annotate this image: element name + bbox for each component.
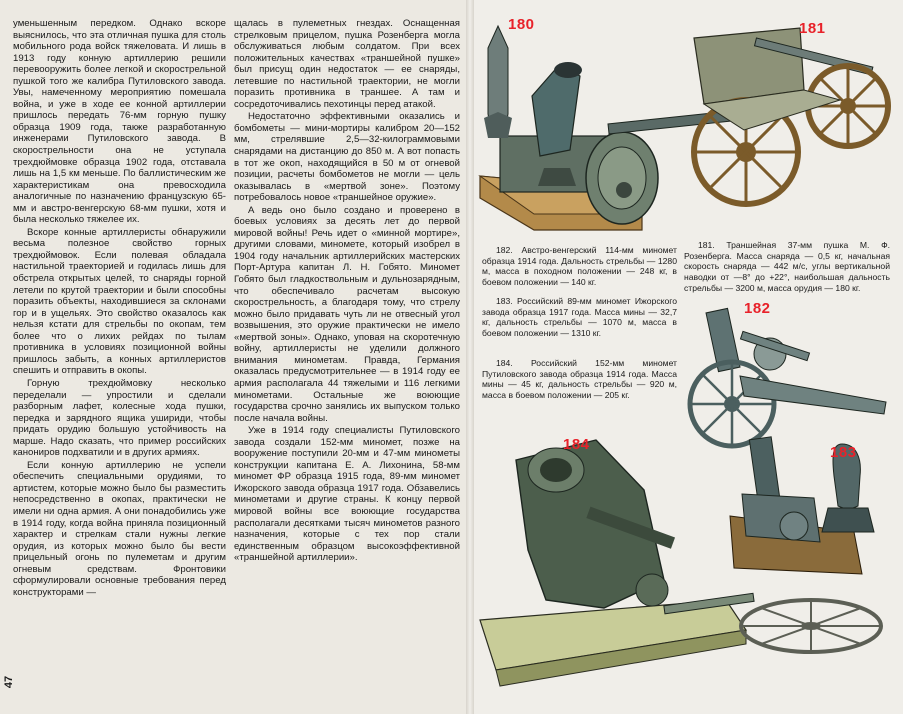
text-column-2: [234, 18, 460, 565]
paragraph: Недостаточно эффективными оказались и бомбометы — мини-мортиры калибром 20—152 мм, стрелявшие 2,5—32-килограммовыми снарядами на дистанцию до 850 м. А вот попасть в тот же окоп, находящийся в 50 м от огневой позиции, расчеты бомбометов не могли — цель оказывалась в «мертвой зоне». Поэтому потребовалось новое «траншейное оружие».: [234, 111, 460, 204]
figure-number-182: 182: [744, 300, 771, 317]
gun-181-illustration: [604, 20, 894, 230]
caption-text: 183. Российский 89-мм миномет Ижорского завода образца 1917 года. Масса мины — 32,7 кг, дальность стрельбы — 1070 м, масса в боевом положении — 1310 кг.: [482, 296, 677, 339]
caption-181: [684, 240, 890, 294]
paragraph: Если конную артиллерию не успели обеспечить специальными орудиями, то артистем, которые можно было бы разместить непосредственно в окопах, практически не имели ни одна армия. А они понадобились уже в 1914 году, когда война приняла позиционный характер и стрелкам стали нужны легкие орудия, из которых можно было бы вести прицельный огонь по пулеметам и другим огневым средствам. Фронтовики сформулировали основные требования перед конструкторами —: [13, 459, 226, 598]
wheel-illustration: [736, 596, 886, 656]
page-gutter: [466, 0, 474, 714]
paragraph: Вскоре конные артиллеристы обнаружили весьма полезное свойство горных трехдюймовок. Если полевая обладала настильной траекторией и годилась лишь для обстрела открытых целей, то снаряды горной летели по крутой траектории и были способны поразить объекты, находившиеся за склонами гор и в ущельях. Это свойство оказалось как нельзя кстати для стрельбы по окопам, тем более что о лихих рейдах по тылам противника в условиях позиционной войны пришлось забыть, а конных артиллеристов спешить и отправить в окопы.: [13, 226, 226, 377]
caption-text: 184. Российский 152-мм миномет Путиловского завода образца 1914 года. Масса мины — 45 кг, дальность стрельбы — 920 м, масса в боевом положении — 205 кг.: [482, 358, 677, 401]
paragraph: Горную трехдюймовку несколько переделали — упростили и сделали разборным лафет, колесные хода пушки, передка и зарядного ящика ушириди, чтобы придать орудию большую устойчивость на марше. Надо сказать, что пример российских канониров подхватили и в других армиях.: [13, 377, 226, 459]
caption-183: [482, 296, 677, 339]
paragraph: А ведь оно было создано и проверено в боевых условиях за десять лет до первой мировой войны! Речь идет о «минной мортире», другими словами, миномете, который изобрел в 1904 году начальник артиллерийских мастерских Порт-Артура капитан Л. Н. Гобято. Миномет Гобято был гладкоствольным и дульнозарядным, что обеспечивало расчетам высокую скорострельность, а благодаря тому, что стрелу можно было придавать чуть ли не отвесный угол возвышения, это оружие практически не имело «мертвой зоны». Однако, уповая на скоротечную войну, артиллеристы не уделили должного внимания минометам. Правда, Германия оказалась предусмотрительнее — в 1914 году ее армия располагала 44 тяжелыми и 116 легкими минометами. Остальные же воюющие государства срочно занялись их выпуском только после начала войны.: [234, 204, 460, 424]
paragraph: уменьшенным передком. Однако вскоре выяснилось, что эта отличная пушка для столь мобильного рода войск тяжеловата. И лишь в 1913 году конную артиллерию решили перевооружить более легкой и скорострельной пушкой того же калибра Путиловского завода. Увы, намеченному мероприятию помешала война, и уже в ходе ее конной артиллерии пришлось передать 76-мм горную пушку образца 1909 года, также разработанную инженерами Путиловского завода. В скорострельности она не уступала трехдюймовке образца 1902 года, отставала лишь на 1,5 км меньше. По баллистическим же характеристикам она превосходила аналогичные по назначению французскую 65-мм и австро-венгерскую 68-мм пушки, хотя и была несколько тяжелее их.: [13, 18, 226, 226]
figure-number-183: 183: [830, 444, 857, 461]
paragraph: Уже в 1914 году специалисты Путиловского завода создали 152-мм миномет, позже на вооружение поступили 20-мм и 47-мм минометы конструкции капитана Е. А. Лихонина, 58-мм миномет ФР образца 1915 года, 89-мм миномет Ижорского завода образца 1917 года. Обзавелись минометами и другие страны. К концу первой мировой войны все воюющие государства располагали десятками тысяч минометов разного назначения, которые с тех пор стали единственным образцом высокоэффективной «траншейной артиллерии».: [234, 425, 460, 564]
paragraph: щалась в пулеметных гнездах. Оснащенная стрелковым прицелом, пушка Розенберга могла обслуживаться любым солдатом. При всех положительных качествах «траншейной пушке» был присущ один недостаток — ее снаряды, летевшие по настильной траектории, не могли поразить противника в траншее. А там и сосредоточивались пехотинцы перед атакой.: [234, 18, 460, 110]
mortar-183-illustration: [724, 436, 894, 586]
caption-182: [482, 245, 677, 288]
caption-text: 182. Австро-венгерский 114-мм миномет образца 1914 года. Дальность стрельбы — 1280 м, масса в походном положении — 248 кг, в боевом положении — 140 кг.: [482, 245, 677, 288]
page-number: 47: [3, 675, 16, 689]
figure-number-181: 181: [799, 20, 826, 37]
caption-184: [482, 358, 677, 401]
caption-text: 181. Траншейная 37-мм пушка М. Ф. Розенберга. Масса снаряда — 0,5 кг, начальная скорость снаряда — 442 м/с, углы вертикальной наводки от —8° до +22°, наибольшая дальность стрельбы — 3200 м, масса орудия — 180 кг.: [684, 240, 890, 293]
text-column-1: [13, 18, 226, 599]
figure-number-180: 180: [508, 16, 535, 33]
figure-number-184: 184: [563, 436, 590, 453]
